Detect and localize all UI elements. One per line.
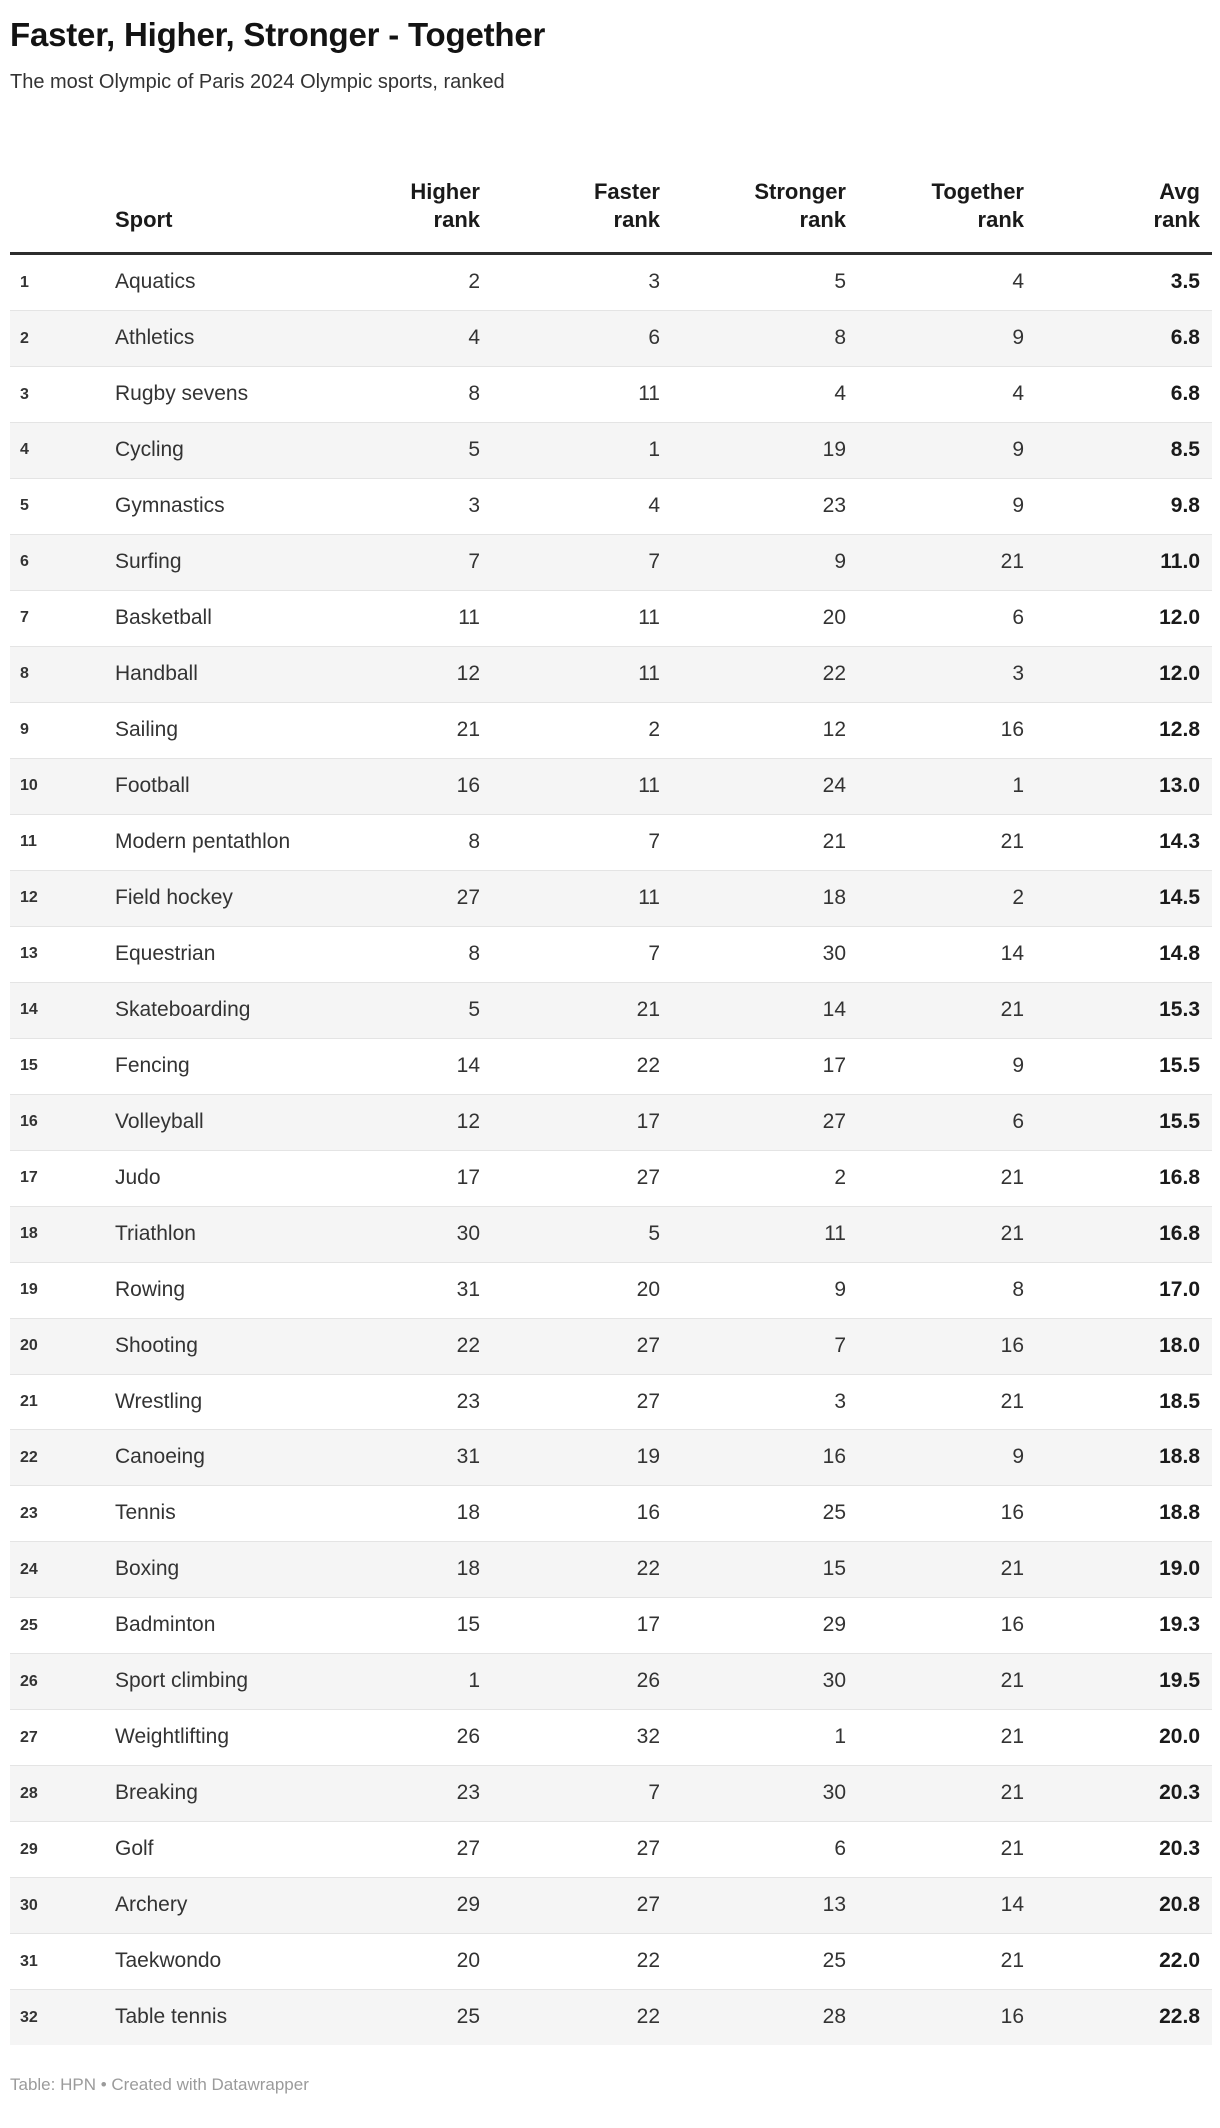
cell-sport: Equestrian <box>115 941 216 965</box>
cell-faster: 7 <box>648 549 660 573</box>
cell-together: 21 <box>1000 997 1024 1021</box>
cell-faster: 11 <box>638 605 660 629</box>
cell-rank: 30 <box>20 1896 38 1914</box>
table-row <box>10 1878 1212 1934</box>
table-row <box>10 534 1212 590</box>
table-row <box>10 1206 1212 1262</box>
cell-stronger: 24 <box>822 773 846 797</box>
cell-together: 6 <box>1012 605 1024 629</box>
cell-higher: 11 <box>458 605 480 629</box>
cell-faster: 20 <box>636 1277 660 1301</box>
cell-higher: 14 <box>456 1053 480 1077</box>
cell-avg: 19.5 <box>1159 1669 1200 1693</box>
cell-higher: 20 <box>456 1949 480 1973</box>
cell-faster: 3 <box>648 270 660 294</box>
table-row <box>10 590 1212 646</box>
cell-faster: 11 <box>638 885 660 909</box>
cell-rank: 31 <box>20 1952 38 1970</box>
cell-stronger: 21 <box>822 829 846 853</box>
table-row <box>10 1038 1212 1094</box>
cell-avg: 12.0 <box>1159 605 1200 629</box>
column-header-avg: Avg rank <box>1024 142 1212 253</box>
cell-sport: Handball <box>115 661 198 685</box>
cell-sport: Table tennis <box>115 2005 228 2029</box>
cell-stronger: 14 <box>822 997 846 1021</box>
column-header-blank <box>10 142 115 253</box>
cell-together: 21 <box>1000 1725 1024 1749</box>
cell-sport: Judo <box>115 1165 161 1189</box>
cell-rank: 13 <box>20 945 38 963</box>
cell-rank: 17 <box>20 1169 38 1187</box>
cell-avg: 20.3 <box>1159 1781 1200 1805</box>
cell-faster: 7 <box>648 1781 660 1805</box>
cell-stronger: 7 <box>834 1333 846 1357</box>
cell-rank: 15 <box>20 1057 38 1075</box>
cell-higher: 23 <box>456 1389 480 1413</box>
cell-avg: 20.0 <box>1159 1725 1200 1749</box>
cell-rank: 25 <box>20 1616 38 1634</box>
cell-avg: 12.8 <box>1159 717 1200 741</box>
cell-together: 8 <box>1012 1277 1024 1301</box>
cell-rank: 12 <box>20 889 38 907</box>
cell-rank: 3 <box>20 385 29 403</box>
cell-rank: 1 <box>20 273 29 291</box>
cell-together: 16 <box>1000 2005 1024 2029</box>
cell-together: 21 <box>1000 1837 1024 1861</box>
cell-higher: 8 <box>468 941 480 965</box>
cell-faster: 17 <box>636 1109 660 1133</box>
cell-avg: 18.8 <box>1159 1501 1200 1525</box>
cell-stronger: 23 <box>822 494 846 517</box>
table-row <box>10 1766 1212 1822</box>
cell-avg: 22.8 <box>1159 2005 1200 2029</box>
cell-stronger: 8 <box>834 326 846 350</box>
cell-sport: Gymnastics <box>115 494 225 517</box>
cell-faster: 27 <box>636 1165 660 1189</box>
cell-together: 14 <box>1000 941 1024 965</box>
cell-stronger: 9 <box>834 549 846 573</box>
cell-together: 16 <box>1000 1333 1024 1357</box>
table-row <box>10 1094 1212 1150</box>
cell-higher: 15 <box>456 1613 480 1637</box>
cell-higher: 26 <box>456 1725 480 1749</box>
cell-sport: Canoeing <box>115 1445 205 1469</box>
cell-stronger: 3 <box>834 1389 846 1413</box>
cell-rank: 32 <box>20 2008 38 2026</box>
cell-higher: 25 <box>456 2005 480 2029</box>
cell-avg: 14.3 <box>1159 829 1200 853</box>
cell-faster: 32 <box>636 1725 660 1749</box>
cell-together: 1 <box>1012 773 1024 797</box>
cell-sport: Golf <box>115 1837 154 1861</box>
cell-sport: Football <box>115 773 190 797</box>
cell-stronger: 29 <box>822 1613 846 1637</box>
cell-higher: 8 <box>468 829 480 853</box>
cell-rank: 11 <box>20 833 37 851</box>
cell-faster: 19 <box>636 1445 660 1469</box>
cell-sport: Taekwondo <box>115 1949 222 1973</box>
cell-higher: 5 <box>468 997 480 1021</box>
cell-rank: 29 <box>20 1840 38 1858</box>
table-row <box>10 254 1212 311</box>
cell-higher: 3 <box>468 494 480 517</box>
cell-rank: 10 <box>20 777 38 795</box>
cell-faster: 21 <box>636 997 660 1021</box>
cell-sport: Modern pentathlon <box>115 829 291 853</box>
cell-stronger: 27 <box>822 1109 846 1133</box>
cell-avg: 16.8 <box>1159 1221 1200 1245</box>
cell-together: 21 <box>1000 1557 1024 1581</box>
cell-higher: 1 <box>468 1669 480 1693</box>
cell-rank: 2 <box>20 329 29 347</box>
table-header-row <box>10 142 1212 253</box>
ranking-table <box>10 142 1212 2045</box>
cell-faster: 2 <box>648 717 660 741</box>
attribution: Table: HPN • Created with Datawrapper <box>10 2075 309 2095</box>
cell-higher: 7 <box>468 549 480 573</box>
cell-stronger: 6 <box>834 1837 846 1861</box>
cell-sport: Athletics <box>115 326 195 350</box>
cell-avg: 6.8 <box>1170 382 1200 406</box>
cell-rank: 24 <box>20 1560 38 1578</box>
cell-avg: 15.5 <box>1159 1109 1200 1133</box>
cell-rank: 14 <box>20 1001 38 1019</box>
cell-together: 2 <box>1012 885 1024 909</box>
cell-sport: Cycling <box>115 438 184 462</box>
cell-higher: 27 <box>456 1837 480 1861</box>
cell-together: 21 <box>1000 829 1024 853</box>
cell-avg: 11.0 <box>1160 549 1200 573</box>
cell-sport: Boxing <box>115 1557 180 1581</box>
table-row <box>10 1654 1212 1710</box>
cell-together: 21 <box>1000 1389 1024 1413</box>
cell-faster: 6 <box>648 326 660 350</box>
cell-sport: Fencing <box>115 1053 190 1077</box>
cell-together: 21 <box>1000 1165 1024 1189</box>
cell-rank: 23 <box>20 1504 38 1522</box>
cell-rank: 7 <box>20 609 29 627</box>
cell-faster: 27 <box>636 1893 660 1917</box>
table-row <box>10 1150 1212 1206</box>
cell-higher: 18 <box>456 1557 480 1581</box>
cell-rank: 4 <box>20 441 29 459</box>
table-row <box>10 814 1212 870</box>
table-row <box>10 1486 1212 1542</box>
cell-rank: 28 <box>20 1784 38 1802</box>
cell-higher: 12 <box>456 661 480 685</box>
cell-stronger: 25 <box>822 1501 846 1525</box>
cell-avg: 19.0 <box>1159 1557 1200 1581</box>
cell-avg: 18.5 <box>1159 1389 1200 1413</box>
cell-avg: 18.8 <box>1159 1445 1200 1469</box>
chart-subtitle: The most Olympic of Paris 2024 Olympic sports, ranked <box>10 71 505 94</box>
cell-higher: 18 <box>456 1501 480 1525</box>
cell-sport: Archery <box>115 1893 188 1917</box>
table-row <box>10 702 1212 758</box>
cell-avg: 6.8 <box>1170 326 1200 350</box>
cell-sport: Badminton <box>115 1613 216 1637</box>
cell-stronger: 4 <box>834 382 846 406</box>
table-header <box>10 142 1212 253</box>
cell-sport: Field hockey <box>115 885 233 909</box>
table-row <box>10 423 1212 479</box>
cell-sport: Weightlifting <box>115 1725 230 1749</box>
cell-together: 21 <box>1000 1781 1024 1805</box>
cell-avg: 12.0 <box>1159 661 1200 685</box>
cell-higher: 4 <box>468 326 480 350</box>
cell-together: 21 <box>1000 549 1024 573</box>
cell-stronger: 5 <box>834 270 846 294</box>
cell-together: 4 <box>1012 382 1024 406</box>
cell-faster: 27 <box>636 1333 660 1357</box>
cell-avg: 15.3 <box>1159 997 1200 1021</box>
table-row <box>10 311 1212 367</box>
cell-together: 14 <box>1000 1893 1024 1917</box>
cell-sport: Rugby sevens <box>115 382 249 406</box>
cell-faster: 11 <box>638 382 660 406</box>
cell-together: 4 <box>1012 270 1024 294</box>
cell-sport: Wrestling <box>115 1389 203 1413</box>
cell-avg: 14.5 <box>1159 885 1200 909</box>
cell-stronger: 16 <box>822 1445 846 1469</box>
cell-rank: 22 <box>20 1448 38 1466</box>
cell-faster: 7 <box>648 941 660 965</box>
cell-rank: 5 <box>20 497 29 515</box>
chart-title: Faster, Higher, Stronger - Together <box>10 16 546 53</box>
table-row <box>10 1262 1212 1318</box>
column-header-higher: Higher rank <box>302 142 480 253</box>
cell-avg: 19.3 <box>1159 1613 1200 1637</box>
cell-faster: 27 <box>636 1837 660 1861</box>
cell-faster: 1 <box>648 438 660 462</box>
column-header-sport: Sport <box>115 142 302 253</box>
cell-together: 9 <box>1012 1053 1024 1077</box>
cell-stronger: 17 <box>822 1053 846 1077</box>
cell-higher: 17 <box>456 1165 480 1189</box>
cell-faster: 22 <box>636 1557 660 1581</box>
cell-higher: 16 <box>456 773 480 797</box>
cell-together: 9 <box>1012 1445 1024 1469</box>
cell-together: 9 <box>1012 438 1024 462</box>
cell-together: 21 <box>1000 1949 1024 1973</box>
cell-avg: 20.8 <box>1159 1893 1200 1917</box>
cell-faster: 17 <box>636 1613 660 1637</box>
cell-stronger: 2 <box>834 1165 846 1189</box>
cell-together: 9 <box>1012 494 1024 517</box>
table-row <box>10 646 1212 702</box>
table-row <box>10 1990 1212 2045</box>
cell-rank: 20 <box>20 1336 38 1354</box>
cell-stronger: 12 <box>822 717 846 741</box>
table-row <box>10 926 1212 982</box>
cell-avg: 3.5 <box>1170 270 1200 294</box>
column-header-stronger: Stronger rank <box>660 142 846 253</box>
cell-rank: 19 <box>20 1281 38 1298</box>
cell-stronger: 25 <box>822 1949 846 1973</box>
cell-avg: 15.5 <box>1159 1053 1200 1077</box>
cell-sport: Volleyball <box>115 1109 204 1133</box>
cell-sport: Sailing <box>115 717 179 741</box>
table-row <box>10 1542 1212 1598</box>
cell-avg: 20.3 <box>1159 1837 1200 1861</box>
cell-stronger: 13 <box>822 1893 846 1917</box>
cell-stronger: 18 <box>822 885 846 909</box>
cell-rank: 6 <box>20 553 29 571</box>
cell-faster: 22 <box>636 1053 660 1077</box>
cell-sport: Shooting <box>115 1333 198 1357</box>
cell-faster: 27 <box>636 1389 660 1413</box>
table-row <box>10 479 1212 535</box>
cell-rank: 26 <box>20 1672 38 1690</box>
cell-sport: Rowing <box>115 1277 186 1301</box>
cell-higher: 21 <box>456 717 480 741</box>
cell-together: 3 <box>1012 661 1024 685</box>
cell-avg: 13.0 <box>1159 773 1200 797</box>
cell-stronger: 22 <box>822 661 846 685</box>
cell-faster: 7 <box>648 829 660 853</box>
cell-rank: 18 <box>20 1225 38 1243</box>
table-row <box>10 982 1212 1038</box>
cell-higher: 22 <box>456 1333 480 1357</box>
cell-rank: 27 <box>20 1728 38 1746</box>
cell-stronger: 30 <box>822 1781 846 1805</box>
cell-sport: Sport climbing <box>115 1669 249 1693</box>
cell-stronger: 15 <box>822 1557 846 1581</box>
cell-avg: 8.5 <box>1170 438 1200 462</box>
cell-stronger: 9 <box>834 1277 846 1301</box>
cell-together: 21 <box>1000 1669 1024 1693</box>
cell-together: 16 <box>1000 1501 1024 1525</box>
table-body <box>10 254 1212 2046</box>
cell-faster: 16 <box>636 1501 660 1525</box>
cell-stronger: 19 <box>822 438 846 462</box>
cell-higher: 5 <box>468 438 480 462</box>
cell-higher: 12 <box>456 1109 480 1133</box>
cell-higher: 27 <box>456 885 480 909</box>
table-row <box>10 367 1212 423</box>
cell-higher: 2 <box>468 270 480 294</box>
cell-stronger: 30 <box>822 941 846 965</box>
cell-avg: 22.0 <box>1159 1949 1200 1973</box>
table-row <box>10 1598 1212 1654</box>
cell-faster: 22 <box>636 2005 660 2029</box>
cell-together: 21 <box>1000 1221 1024 1245</box>
cell-sport: Basketball <box>115 605 212 629</box>
cell-sport: Tennis <box>115 1501 176 1525</box>
cell-higher: 31 <box>456 1277 480 1301</box>
table-row <box>10 758 1212 814</box>
cell-higher: 29 <box>456 1893 480 1917</box>
column-header-faster: Faster rank <box>480 142 660 253</box>
cell-avg: 18.0 <box>1159 1333 1200 1357</box>
table-row <box>10 1374 1212 1430</box>
cell-faster: 11 <box>638 773 660 797</box>
table-row <box>10 1318 1212 1374</box>
table-row <box>10 1934 1212 1990</box>
table-row <box>10 1710 1212 1766</box>
cell-stronger: 30 <box>822 1669 846 1693</box>
cell-stronger: 28 <box>822 2005 846 2029</box>
cell-avg: 16.8 <box>1159 1165 1200 1189</box>
cell-rank: 8 <box>20 665 29 683</box>
column-header-together: Together rank <box>846 142 1024 253</box>
cell-faster: 22 <box>636 1949 660 1973</box>
cell-faster: 11 <box>638 661 660 685</box>
cell-stronger: 1 <box>834 1725 846 1749</box>
cell-sport: Aquatics <box>115 270 196 294</box>
cell-higher: 30 <box>456 1221 480 1245</box>
cell-together: 9 <box>1012 326 1024 350</box>
cell-stronger: 20 <box>822 605 846 629</box>
cell-faster: 5 <box>648 1221 660 1245</box>
cell-avg: 17.0 <box>1159 1277 1200 1301</box>
cell-higher: 31 <box>456 1445 480 1469</box>
cell-sport: Breaking <box>115 1781 198 1805</box>
cell-rank: 21 <box>20 1392 38 1410</box>
cell-avg: 14.8 <box>1159 941 1200 965</box>
cell-higher: 8 <box>468 382 480 406</box>
cell-faster: 4 <box>648 494 660 517</box>
cell-faster: 26 <box>636 1669 660 1693</box>
cell-sport: Skateboarding <box>115 997 251 1021</box>
table-row <box>10 870 1212 926</box>
cell-avg: 9.8 <box>1170 494 1200 517</box>
cell-together: 6 <box>1012 1109 1024 1133</box>
table-row <box>10 1822 1212 1878</box>
cell-together: 16 <box>1000 717 1024 741</box>
cell-higher: 23 <box>456 1781 480 1805</box>
cell-sport: Triathlon <box>115 1221 196 1245</box>
cell-stronger: 11 <box>824 1221 846 1245</box>
table-row <box>10 1430 1212 1486</box>
cell-sport: Surfing <box>115 549 182 573</box>
cell-together: 16 <box>1000 1613 1024 1637</box>
cell-rank: 16 <box>20 1113 38 1131</box>
cell-rank: 9 <box>20 721 29 739</box>
